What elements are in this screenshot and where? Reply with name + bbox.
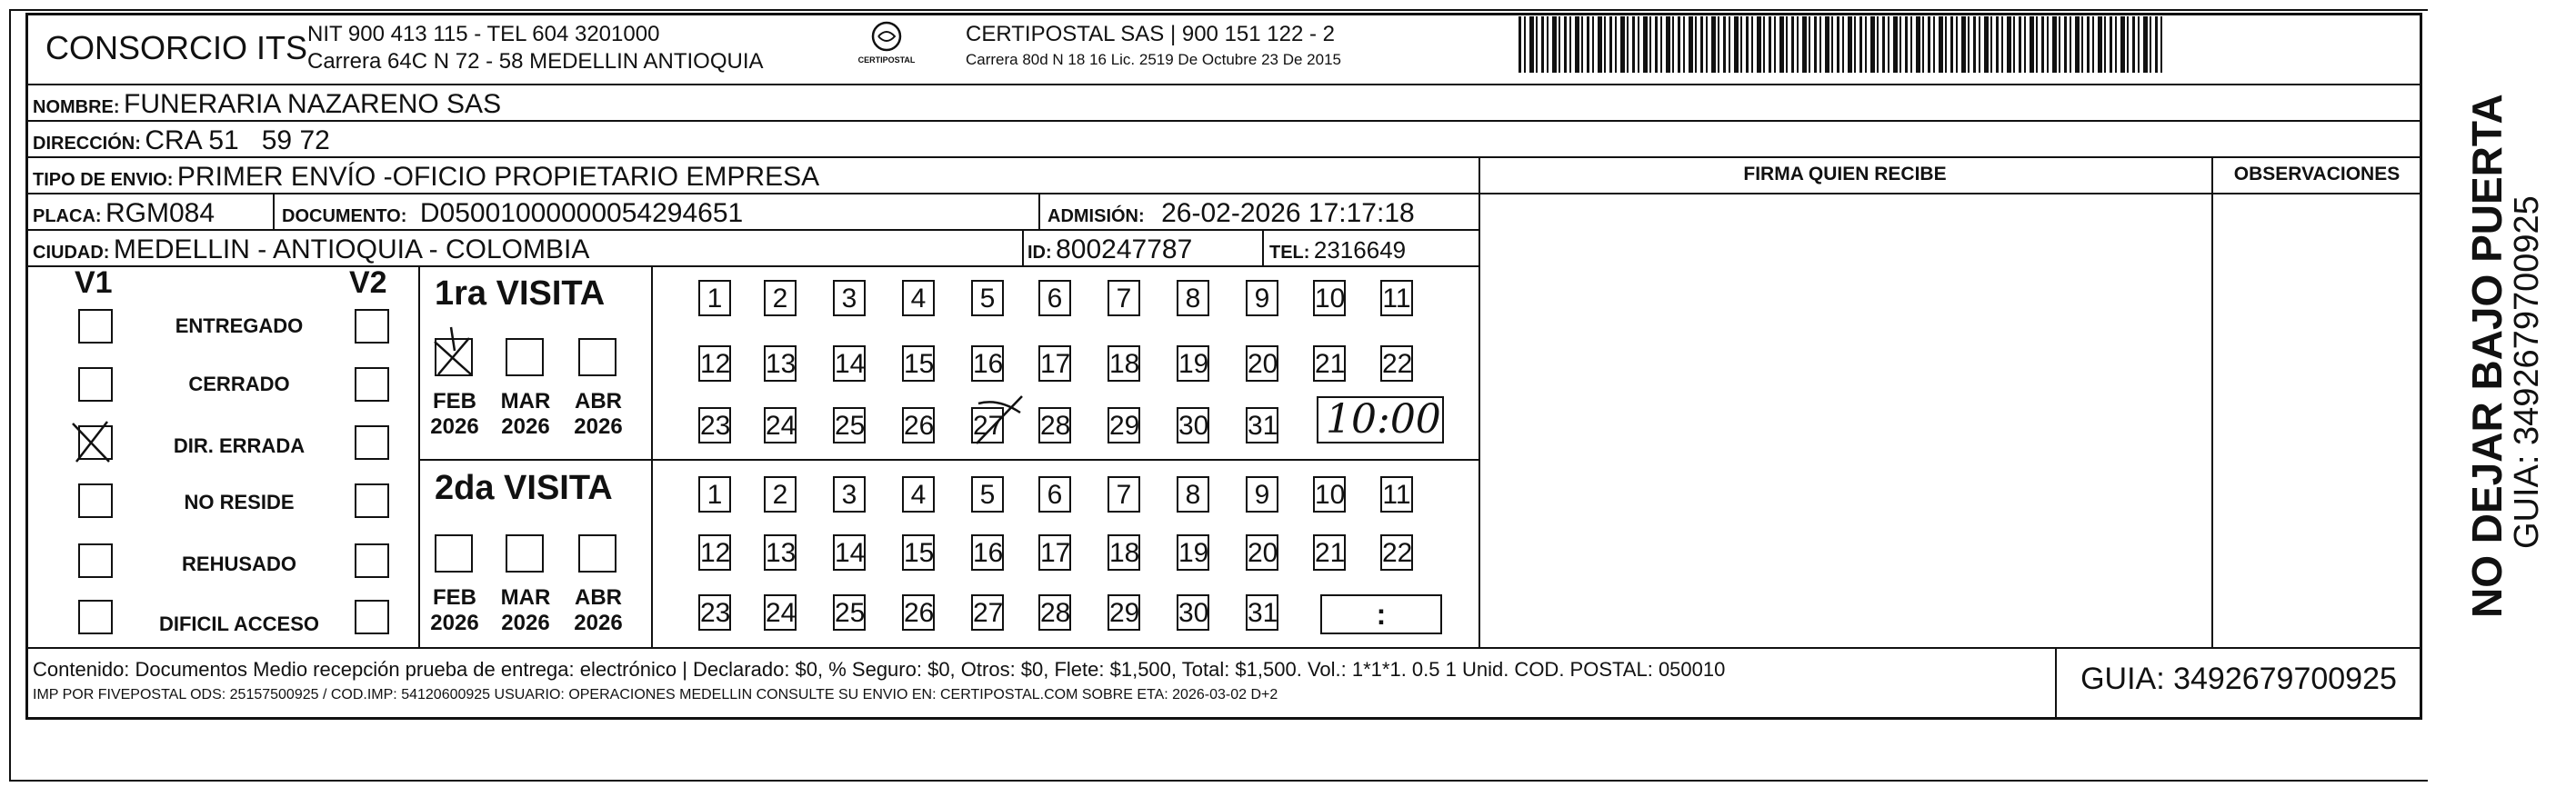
- direccion-value: CRA 51 59 72: [145, 125, 330, 155]
- id-label: ID:: [1027, 243, 1052, 263]
- second-visit-day-27[interactable]: 27: [971, 594, 1004, 631]
- nit-line: NIT 900 413 115 - TEL 604 3201000: [307, 22, 660, 46]
- v1-checkbox-entregado[interactable]: [78, 309, 113, 344]
- first-visit-day-19[interactable]: 19: [1177, 345, 1209, 382]
- admision-row: [1047, 198, 1415, 229]
- second-visit-day-15[interactable]: 15: [902, 534, 935, 571]
- certipostal-line2: Carrera 80d N 18 16 Lic. 2519 De Octubre 23 De 2015: [966, 51, 1341, 68]
- second-visit-day-22[interactable]: 22: [1380, 534, 1413, 571]
- address-line: Carrera 64C N 72 - 58 MEDELLIN ANTIOQUIA: [307, 49, 764, 74]
- tipo-label: TIPO DE ENVIO:: [33, 170, 174, 190]
- first-visit-day-18[interactable]: 18: [1108, 345, 1140, 382]
- first-visit-day-14[interactable]: 14: [833, 345, 866, 382]
- rule-footer: [25, 647, 2422, 649]
- tipo-row: [33, 162, 819, 193]
- direccion-row: [33, 125, 330, 156]
- status-no-reside: NO RESIDE: [184, 491, 295, 513]
- first-visit-day-2[interactable]: 2: [764, 280, 797, 316]
- id-row: [1027, 234, 1192, 265]
- first-visit-month-mar-box[interactable]: [506, 338, 544, 376]
- documento-label: DOCUMENTO:: [282, 206, 407, 226]
- tipo-value: PRIMER ENVÍO -OFICIO PROPIETARIO EMPRESA: [176, 162, 820, 192]
- rule-visits-mid: [418, 459, 1480, 461]
- first-visit-day-13[interactable]: 13: [764, 345, 797, 382]
- company-name: CONSORCIO ITS: [45, 29, 308, 66]
- first-visit-month-feb: FEB 2026: [430, 389, 479, 439]
- second-visit-day-25[interactable]: 25: [833, 594, 866, 631]
- second-visit-day-1[interactable]: 1: [698, 476, 731, 513]
- second-visit-day-31[interactable]: 31: [1246, 594, 1278, 631]
- imp-text: IMP POR FIVEPOSTAL ODS: 25157500925 / COD.IMP: 54120600925 USUARIO: OPERACIONES MEDELLIN CONSULTE SU ENVIO EN: CERTIPOSTAL.COM SOBRE ETA: 2026-03-02 D+2: [33, 687, 1278, 702]
- col-observaciones: [2211, 156, 2213, 647]
- ciudad-value: MEDELLIN - ANTIOQUIA - COLOMBIA: [113, 234, 590, 264]
- second-visit-day-6[interactable]: 6: [1038, 476, 1071, 513]
- ciudad-label: CIUDAD:: [33, 243, 110, 263]
- v2-header: V2: [349, 265, 387, 300]
- second-visit-time-value: :: [1376, 598, 1387, 631]
- second-visit-time[interactable]: [1320, 594, 1442, 634]
- direccion-label: DIRECCIÓN:: [33, 134, 141, 154]
- day-27-mark: [971, 393, 1026, 447]
- first-visit-day-5[interactable]: 5: [971, 280, 1004, 316]
- second-visit-day-23[interactable]: 23: [698, 594, 731, 631]
- second-visit-day-10[interactable]: 10: [1313, 476, 1346, 513]
- first-visit-month-feb-box[interactable]: [435, 338, 473, 376]
- second-visit-day-30[interactable]: 30: [1177, 594, 1209, 631]
- observaciones-label: OBSERVACIONES: [2233, 164, 2401, 184]
- documento-row: [282, 198, 743, 229]
- v2-checkbox-entregado[interactable]: [355, 309, 389, 344]
- v1-checkbox-no-reside[interactable]: [78, 483, 113, 518]
- first-visit-day-8[interactable]: 8: [1177, 280, 1209, 316]
- v2-checkbox-cerrado[interactable]: [355, 367, 389, 402]
- first-visit-day-21[interactable]: 21: [1313, 345, 1346, 382]
- contenido-text: Contenido: Documentos Medio recepción prueba de entrega: electrónico | Declarado: $0, % Seguro: $0, Otros: $0, Flete: $1,500, Total: $1,500. Vol.: 1*1*1. 0.5 1 Unid. COD. POSTAL: 050010: [33, 658, 1726, 681]
- second-visit-day-7[interactable]: 7: [1108, 476, 1140, 513]
- col-placa: [273, 193, 275, 229]
- first-visit-day-25[interactable]: 25: [833, 407, 866, 443]
- first-visit-day-22[interactable]: 22: [1380, 345, 1413, 382]
- first-visit-day-29[interactable]: 29: [1108, 407, 1140, 443]
- nombre-row: [33, 89, 501, 120]
- first-visit-day-30[interactable]: 30: [1177, 407, 1209, 443]
- first-visit-day-7[interactable]: 7: [1108, 280, 1140, 316]
- id-value: 800247787: [1056, 234, 1193, 264]
- first-visit-month-mar: MAR 2026: [500, 389, 551, 439]
- first-visit-day-26[interactable]: 26: [902, 407, 935, 443]
- second-visit-day-3[interactable]: 3: [833, 476, 866, 513]
- second-visit-day-29[interactable]: 29: [1108, 594, 1140, 631]
- first-visit-day-27[interactable]: 27: [971, 407, 1004, 443]
- col-id: [1022, 229, 1024, 265]
- rule-nombre: [25, 120, 2422, 122]
- second-visit-day-12[interactable]: 12: [698, 534, 731, 571]
- first-visit-time[interactable]: [1317, 396, 1444, 443]
- status-rehusado: REHUSADO: [182, 553, 296, 575]
- first-visit-time-value: 10:00: [1326, 396, 1441, 443]
- col-firma: [1478, 156, 1480, 647]
- status-entregado: ENTREGADO: [175, 314, 304, 337]
- second-visit-day-8[interactable]: 8: [1177, 476, 1209, 513]
- v1-checkbox-cerrado[interactable]: [78, 367, 113, 402]
- second-visit-title: 2da VISITA: [435, 469, 613, 507]
- ciudad-row: [33, 234, 589, 265]
- first-visit-day-10[interactable]: 10: [1313, 280, 1346, 316]
- barcode: [1519, 16, 2164, 73]
- documento-value: D05001000000054294651: [419, 198, 744, 228]
- certipostal-logo: CERTIPOSTAL: [846, 20, 927, 75]
- first-visit-day-16[interactable]: 16: [971, 345, 1004, 382]
- v1-checkbox-dir-errada[interactable]: [78, 425, 113, 460]
- status-dir-errada: DIR. ERRADA: [173, 434, 306, 457]
- first-visit-title: 1ra VISITA: [435, 274, 606, 313]
- first-visit-day-31[interactable]: 31: [1246, 407, 1278, 443]
- status-cerrado: CERRADO: [188, 373, 290, 395]
- side-guia: GUIA: 3492679700925: [2508, 195, 2546, 549]
- second-visit-day-4[interactable]: 4: [902, 476, 935, 513]
- first-visit-day-24[interactable]: 24: [764, 407, 797, 443]
- first-visit-day-28[interactable]: 28: [1038, 407, 1071, 443]
- first-visit-day-9[interactable]: 9: [1246, 280, 1278, 316]
- second-visit-month-abr: ABR 2026: [574, 585, 623, 635]
- first-visit-day-3[interactable]: 3: [833, 280, 866, 316]
- first-visit-day-23[interactable]: 23: [698, 407, 731, 443]
- rule-tipo: [25, 193, 2422, 194]
- second-visit-day-21[interactable]: 21: [1313, 534, 1346, 571]
- second-visit-day-20[interactable]: 20: [1246, 534, 1278, 571]
- certipostal-line1: CERTIPOSTAL SAS | 900 151 122 - 2: [966, 22, 1335, 46]
- first-visit-day-17[interactable]: 17: [1038, 345, 1071, 382]
- first-visit-day-11[interactable]: 11: [1380, 280, 1413, 316]
- tel-row: [1269, 236, 1406, 264]
- second-visit-day-13[interactable]: 13: [764, 534, 797, 571]
- first-visit-day-6[interactable]: 6: [1038, 280, 1071, 316]
- side-warning: NO DEJAR BAJO PUERTA: [2463, 94, 2511, 618]
- second-visit-day-17[interactable]: 17: [1038, 534, 1071, 571]
- rule-ciudad: [25, 265, 1480, 267]
- second-visit-month-feb-box[interactable]: [435, 534, 473, 573]
- second-visit-day-11[interactable]: 11: [1380, 476, 1413, 513]
- first-visit-month-abr-box[interactable]: [578, 338, 616, 376]
- col-visits: [418, 265, 420, 647]
- v2-checkbox-rehusado[interactable]: [355, 543, 389, 578]
- footer-guia: GUIA: 3492679700925: [2080, 662, 2397, 696]
- second-visit-day-16[interactable]: 16: [971, 534, 1004, 571]
- placa-value: RGM084: [105, 198, 216, 228]
- bottom-rule: [9, 780, 2428, 782]
- tel-value: 2316649: [1313, 236, 1407, 264]
- first-visit-month-abr: ABR 2026: [574, 389, 623, 439]
- first-visit-day-1[interactable]: 1: [698, 280, 731, 316]
- second-visit-day-24[interactable]: 24: [764, 594, 797, 631]
- v1-checkbox-rehusado[interactable]: [78, 543, 113, 578]
- tel-label: TEL:: [1269, 243, 1310, 263]
- firma-label: FIRMA QUIEN RECIBE: [1743, 164, 1947, 184]
- col-admision: [1038, 193, 1040, 229]
- status-dificil-acceso: DIFICIL ACCESO: [158, 613, 319, 635]
- rule-header: [25, 84, 2422, 85]
- nombre-label: NOMBRE:: [33, 97, 120, 117]
- second-visit-day-26[interactable]: 26: [902, 594, 935, 631]
- second-visit-month-mar: MAR 2026: [500, 585, 551, 635]
- v1-header: V1: [75, 265, 113, 300]
- first-visit-day-20[interactable]: 20: [1246, 345, 1278, 382]
- second-visit-month-feb: FEB 2026: [430, 585, 479, 635]
- admision-value: 26-02-2026 17:17:18: [1161, 198, 1415, 228]
- col-tel: [1262, 229, 1264, 265]
- second-visit-day-28[interactable]: 28: [1038, 594, 1071, 631]
- placa-row: [33, 198, 215, 229]
- second-visit-day-19[interactable]: 19: [1177, 534, 1209, 571]
- v2-checkbox-dificil-acceso[interactable]: [355, 600, 389, 634]
- v2-checkbox-no-reside[interactable]: [355, 483, 389, 518]
- second-visit-day-2[interactable]: 2: [764, 476, 797, 513]
- second-visit-day-18[interactable]: 18: [1108, 534, 1140, 571]
- col-days: [651, 265, 653, 647]
- v1-checkbox-dificil-acceso[interactable]: [78, 600, 113, 634]
- first-visit-day-15[interactable]: 15: [902, 345, 935, 382]
- second-visit-month-abr-box[interactable]: [578, 534, 616, 573]
- second-visit-day-9[interactable]: 9: [1246, 476, 1278, 513]
- admision-label: ADMISIÓN:: [1047, 206, 1145, 226]
- second-visit-month-mar-box[interactable]: [506, 534, 544, 573]
- second-visit-day-5[interactable]: 5: [971, 476, 1004, 513]
- first-visit-day-12[interactable]: 12: [698, 345, 731, 382]
- placa-label: PLACA:: [33, 206, 102, 226]
- first-visit-day-4[interactable]: 4: [902, 280, 935, 316]
- v2-checkbox-dir-errada[interactable]: [355, 425, 389, 460]
- rule-direccion: [25, 156, 2422, 158]
- second-visit-day-14[interactable]: 14: [833, 534, 866, 571]
- nombre-value: FUNERARIA NAZARENO SAS: [124, 89, 502, 119]
